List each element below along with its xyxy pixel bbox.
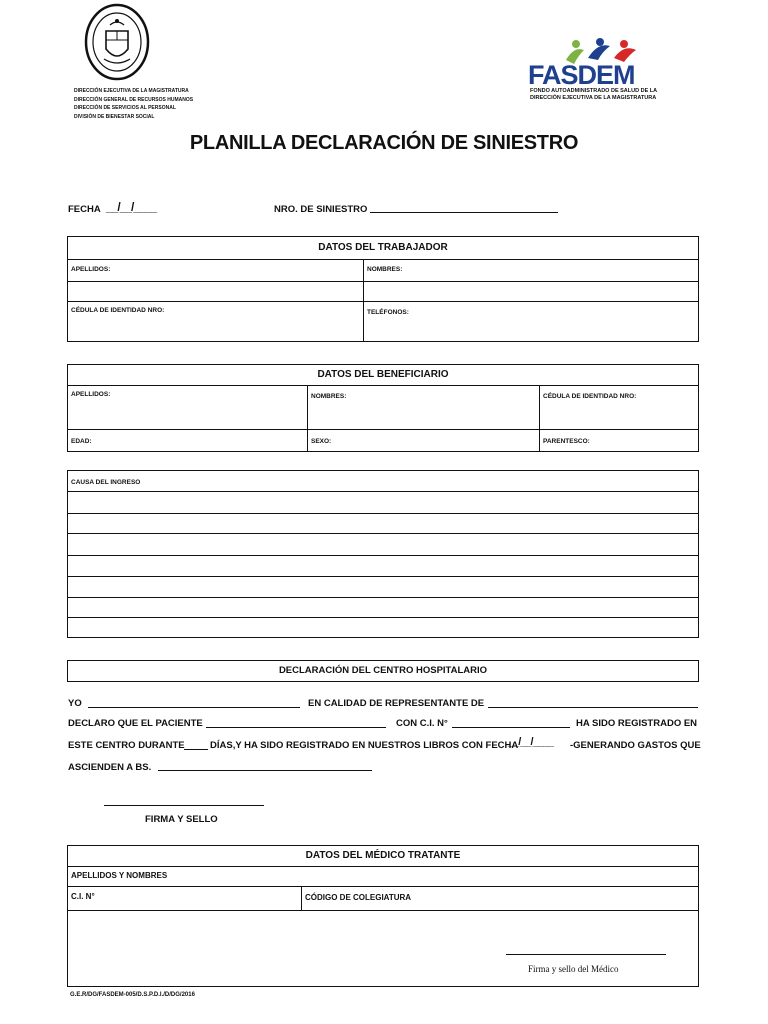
fasdem-subtitle-line: FONDO AUTOADMINISTRADO DE SALUD DE LA bbox=[530, 88, 658, 94]
dias-field[interactable] bbox=[184, 749, 208, 750]
hospital-title-box bbox=[67, 660, 699, 682]
beneficiario-cedula-field[interactable]: CÉDULA DE IDENTIDAD NRO: bbox=[543, 393, 637, 400]
este-centro-label: ESTE CENTRO DURANTE bbox=[68, 740, 185, 751]
fecha-field[interactable]: __/__/____ bbox=[106, 200, 157, 214]
judicial-seal-logo bbox=[84, 3, 150, 81]
firma-sello-line[interactable] bbox=[104, 805, 264, 806]
trabajador-title: DATOS DEL TRABAJADOR bbox=[318, 242, 448, 253]
con-ci-label: CON C.I. N° bbox=[396, 718, 448, 729]
medico-box bbox=[67, 845, 699, 987]
form-code: G.E.R/DG/FASDEM-005/D.S.P.D.I./D/DG/2016 bbox=[70, 992, 195, 998]
beneficiario-title: DATOS DEL BENEFICIARIO bbox=[317, 369, 449, 380]
beneficiario-box bbox=[67, 364, 699, 452]
org-line: DIRECCIÓN EJECUTIVA DE LA MAGISTRATURA bbox=[74, 88, 189, 94]
fecha-label: FECHA bbox=[68, 204, 101, 215]
generando-label: -GENERANDO GASTOS QUE bbox=[570, 740, 701, 751]
causa-line bbox=[68, 597, 698, 598]
medico-colegiatura-field[interactable]: CÓDIGO DE COLEGIATURA bbox=[305, 893, 412, 902]
monto-field[interactable] bbox=[158, 770, 372, 771]
trabajador-cedula-field[interactable]: CÉDULA DE IDENTIDAD NRO: bbox=[71, 307, 165, 314]
registrado-label: HA SIDO REGISTRADO EN bbox=[576, 718, 698, 729]
trabajador-apellidos-field[interactable]: APELLIDOS: bbox=[71, 266, 111, 273]
ci-field[interactable] bbox=[452, 727, 570, 728]
paciente-field[interactable] bbox=[206, 727, 386, 728]
causa-line bbox=[68, 555, 698, 556]
registro-fecha-field[interactable]: __/__/____ bbox=[508, 736, 554, 748]
representante-field[interactable] bbox=[488, 707, 698, 708]
causa-line bbox=[68, 576, 698, 577]
fasdem-subtitle bbox=[530, 88, 657, 102]
siniestro-label: NRO. DE SINIESTRO bbox=[274, 204, 368, 215]
yo-label: YO bbox=[68, 698, 82, 709]
medico-firma-label: Firma y sello del Médico bbox=[528, 964, 619, 974]
causa-label: CAUSA DEL INGRESO bbox=[71, 479, 141, 486]
causa-box[interactable] bbox=[67, 470, 699, 638]
siniestro-field[interactable] bbox=[370, 212, 558, 213]
calidad-label: EN CALIDAD DE REPRESENTANTE DE bbox=[308, 698, 485, 709]
trabajador-box bbox=[67, 236, 699, 342]
dias-label: DÍAS,Y HA SIDO REGISTRADO EN NUESTROS LIBROS CON FECHA bbox=[210, 740, 519, 751]
fasdem-wordmark: FASDEM bbox=[528, 60, 635, 90]
fasdem-subtitle-line: DIRECCIÓN EJECUTIVA DE LA MAGISTRATURA bbox=[530, 95, 657, 101]
trabajador-nombres-field[interactable]: NOMBRES: bbox=[367, 266, 403, 273]
hospital-title: DECLARACIÓN DEL CENTRO HOSPITALARIO bbox=[278, 665, 488, 676]
org-line: DIRECCIÓN GENERAL DE RECURSOS HUMANOS bbox=[74, 96, 194, 103]
causa-line bbox=[68, 513, 698, 514]
medico-nombres-field[interactable]: APELLIDOS Y NOMBRES bbox=[71, 871, 168, 880]
org-line: DIRECCIÓN DE SERVICIOS AL PERSONAL bbox=[74, 105, 176, 111]
org-line: DIVISIÓN DE BIENESTAR SOCIAL bbox=[74, 113, 155, 120]
medico-title: DATOS DEL MÉDICO TRATANTE bbox=[305, 850, 461, 861]
beneficiario-parentesco-field[interactable]: PARENTESCO: bbox=[543, 438, 590, 445]
firma-sello-label: FIRMA Y SELLO bbox=[145, 814, 218, 825]
beneficiario-sexo-field[interactable]: SEXO: bbox=[311, 438, 332, 445]
page-title: PLANILLA DECLARACIÓN DE SINIESTRO bbox=[189, 132, 579, 154]
declaro-label: DECLARO QUE EL PACIENTE bbox=[68, 718, 203, 729]
causa-line bbox=[68, 533, 698, 534]
causa-line bbox=[68, 617, 698, 618]
medico-ci-field[interactable]: C.I. N° bbox=[71, 892, 95, 901]
yo-field[interactable] bbox=[88, 707, 300, 708]
beneficiario-edad-field[interactable]: EDAD: bbox=[71, 438, 92, 445]
trabajador-telefonos-field[interactable]: TELÉFONOS: bbox=[367, 309, 409, 316]
medico-firma-line[interactable] bbox=[506, 954, 666, 955]
causa-line bbox=[68, 491, 698, 492]
ascienden-label: ASCIENDEN A BS. bbox=[68, 762, 152, 773]
beneficiario-apellidos-field[interactable]: APELLIDOS: bbox=[71, 391, 111, 398]
organization-lines bbox=[74, 87, 193, 121]
beneficiario-nombres-field[interactable]: NOMBRES: bbox=[311, 393, 347, 400]
